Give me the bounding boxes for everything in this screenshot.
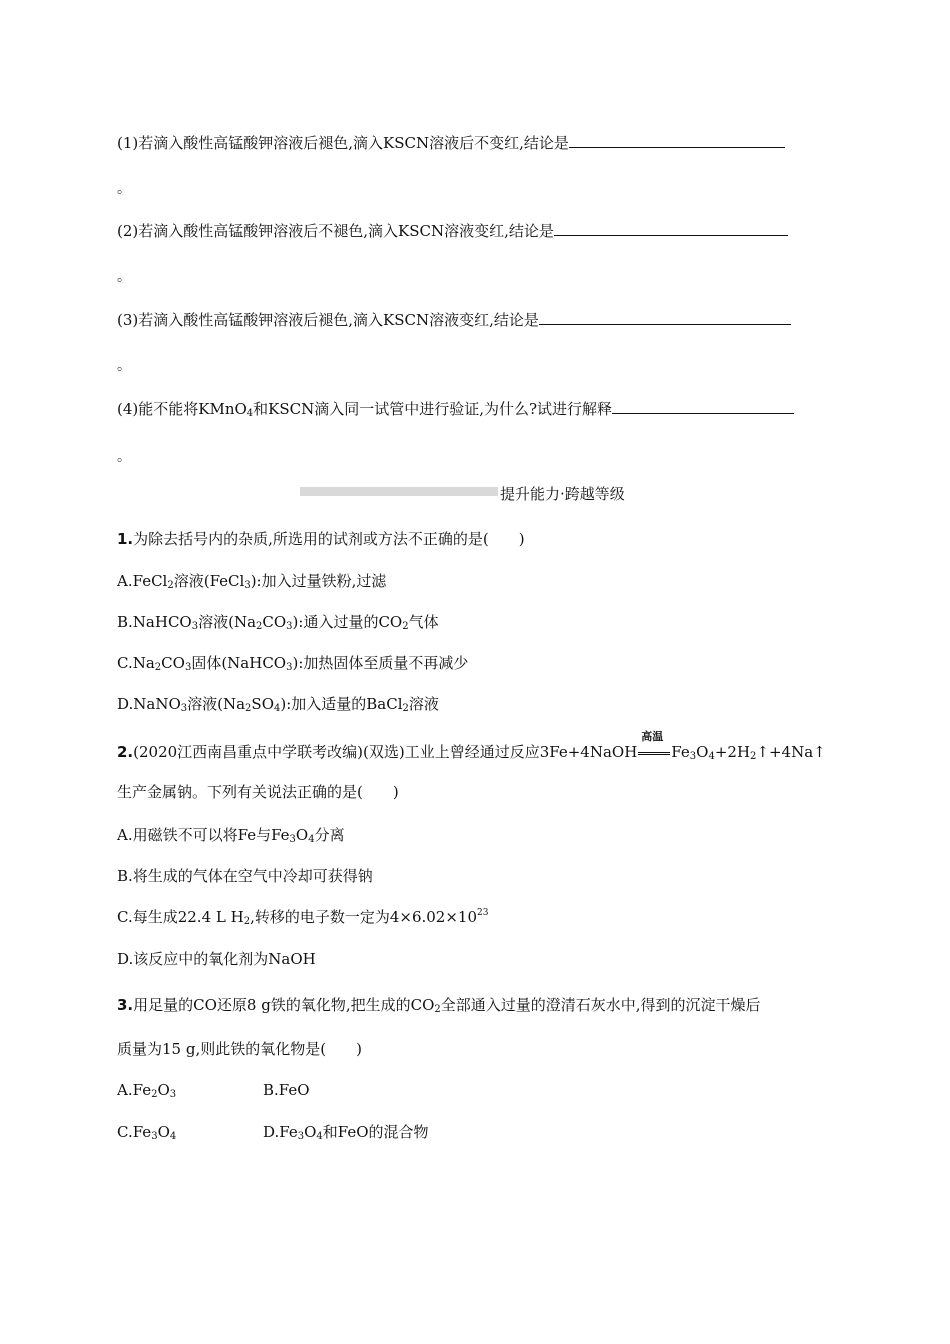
q4-subscript: 4 bbox=[246, 408, 254, 419]
question3-number: 3. bbox=[117, 996, 134, 1014]
q3-period: 。 bbox=[117, 358, 131, 374]
question3-option-d[interactable]: $D.Fe_3O_4$和FeO的混合物 bbox=[263, 1123, 429, 1142]
question2-option-c[interactable]: C.每生成22.4 L $H_2$,转移的电子数一定为$4\times 6.02\times 10^{23}$ bbox=[117, 908, 489, 927]
question1-text: 为除去括号内的杂质,所选用的试剂或方法不正确的是( ) bbox=[133, 530, 525, 548]
q3-line bbox=[117, 310, 791, 330]
q2-period: 。 bbox=[117, 269, 131, 285]
q4-line bbox=[117, 399, 794, 419]
question3-stem: 3.用足量的CO还原8 g铁的氧化物,把生成的$CO_2$全部通入过量的澄清石灰水中,得到的沉淀干燥后 bbox=[117, 996, 761, 1015]
question2-number: 2. bbox=[117, 743, 134, 761]
question3-option-c[interactable]: $C.Fe_3O_4$ bbox=[117, 1123, 177, 1142]
question2-text: (2020江西南昌重点中学联考改编)(双选)工业上曾经通过反应3Fe+4NaOH bbox=[133, 743, 638, 761]
question2-stem: 2.(2020江西南昌重点中学联考改编)(双选)工业上曾经通过反应3Fe+4NaOH 高温 $Fe_3O_4+2H_2↑+4Na↑$ bbox=[117, 742, 826, 762]
section-title: 提升能力·跨越等级 bbox=[500, 485, 625, 503]
question3-stem-line2: 质量为15 g,则此铁的氧化物是( ) bbox=[117, 1040, 362, 1058]
reaction-condition-label: 高温 bbox=[641, 730, 664, 743]
question1-option-d[interactable]: D.NaNO$_3$溶液$(Na_2SO_4)$:加入适量的BaCl$_2$溶液 bbox=[117, 695, 439, 714]
q1-line bbox=[117, 133, 785, 153]
section-bar bbox=[300, 487, 498, 496]
question1-option-c[interactable]: $C.Na_2CO_3$固体(NaHCO$_3$):加热固体至质量不再减少 bbox=[117, 654, 469, 673]
q2-text: (2)若滴入酸性高锰酸钾溶液后不褪色,滴入KSCN溶液变红,结论是 bbox=[117, 222, 554, 240]
q4-text-post: 和KSCN滴入同一试管中进行验证,为什么?试进行解释 bbox=[253, 400, 613, 418]
q4-text-pre: (4)能不能将KMnO bbox=[117, 400, 247, 418]
section-header bbox=[300, 483, 820, 503]
question1-option-b[interactable]: B.NaHCO$_3$溶液$(Na_2CO_3)$:通入过量的$CO_2$气体 bbox=[117, 613, 439, 632]
question3-option-a[interactable]: $A.Fe_2O_3$ bbox=[117, 1081, 177, 1100]
question3-option-b[interactable]: B.FeO bbox=[263, 1081, 310, 1099]
question1-stem bbox=[117, 529, 525, 549]
q4-answer-blank[interactable] bbox=[612, 399, 794, 414]
question2-option-a[interactable]: A.用磁铁不可以将Fe与$Fe_3O_4$分离 bbox=[117, 826, 345, 845]
reaction-condition bbox=[637, 730, 671, 762]
q1-period: 。 bbox=[117, 181, 131, 197]
q3-answer-blank[interactable] bbox=[539, 310, 791, 325]
question2-option-d[interactable]: D.该反应中的氧化剂为NaOH bbox=[117, 950, 316, 968]
q4-period: 。 bbox=[117, 449, 131, 465]
q1-answer-blank[interactable] bbox=[569, 133, 785, 148]
question2-option-b[interactable]: B.将生成的气体在空气中冷却可获得钠 bbox=[117, 867, 373, 885]
q2-line bbox=[117, 221, 788, 241]
question1-option-a[interactable]: A.FeCl$_2$溶液(FeCl$_3$):加入过量铁粉,过滤 bbox=[117, 572, 387, 591]
q1-text: (1)若滴入酸性高锰酸钾溶液后褪色,滴入KSCN溶液后不变红,结论是 bbox=[117, 134, 569, 152]
question2-stem-line2: 生产金属钠。下列有关说法正确的是( ) bbox=[117, 783, 399, 801]
q2-answer-blank[interactable] bbox=[554, 221, 788, 236]
equation-sign bbox=[638, 752, 670, 755]
question1-number: 1. bbox=[117, 530, 134, 548]
q3-text: (3)若滴入酸性高锰酸钾溶液后褪色,滴入KSCN溶液变红,结论是 bbox=[117, 311, 539, 329]
